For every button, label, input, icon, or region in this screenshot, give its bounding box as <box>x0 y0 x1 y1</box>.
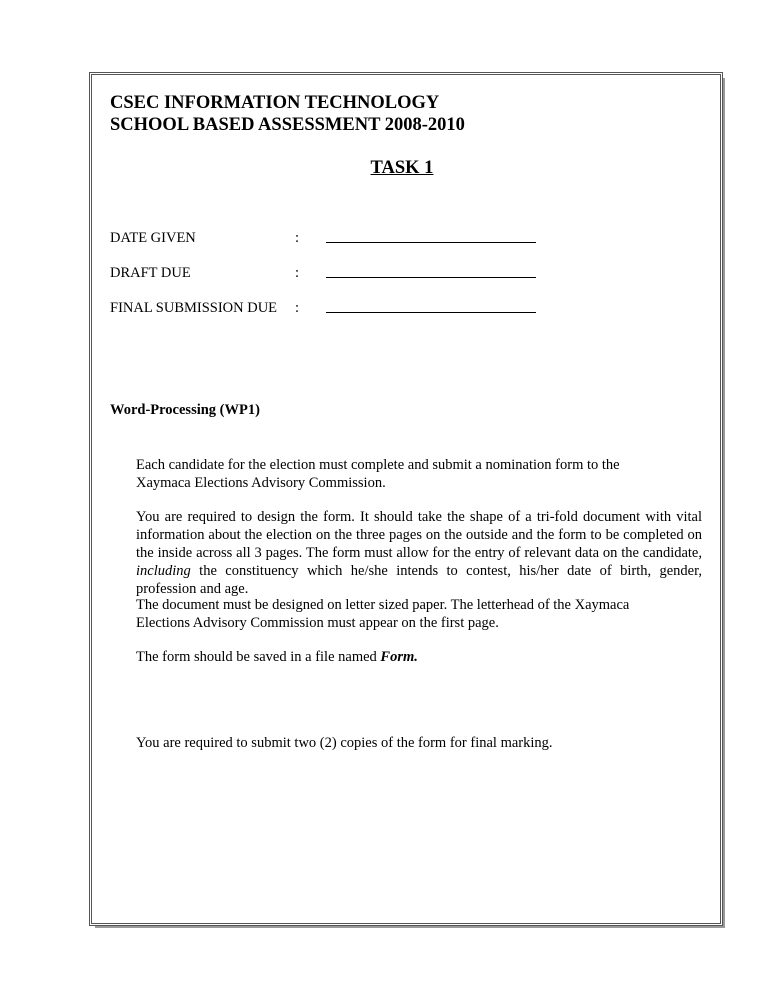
paragraph-3 <box>136 596 702 632</box>
paragraph-3-line-1: The document must be designed on letter sized paper. The letterhead of the Xaymaca <box>136 597 630 613</box>
field-blank-line <box>326 277 536 278</box>
field-label: DATE GIVEN <box>110 230 196 246</box>
paragraph-1-line-2: Xaymaca Elections Advisory Commission. <box>136 475 386 491</box>
field-blank-line <box>326 312 536 313</box>
field-separator: : <box>295 265 300 281</box>
paragraph-1-line-1: Each candidate for the election must complete and submit a nomination form to the <box>136 457 620 473</box>
paragraph-2 <box>136 508 702 598</box>
task-title: TASK 1 <box>370 158 434 178</box>
paragraph-4 <box>136 648 702 666</box>
paragraph-2-text-end: the constituency which he/she intends to contest, his/her date of birth, gender, profession and age. <box>136 563 702 597</box>
field-blank-line <box>326 242 536 243</box>
filename: Form. <box>380 649 418 665</box>
field-separator: : <box>295 230 300 246</box>
section-heading: Word-Processing (WP1) <box>110 402 260 418</box>
paragraph-2-emphasis: including <box>136 563 191 579</box>
paragraph-1 <box>136 456 702 492</box>
document-title-line-1: CSEC INFORMATION TECHNOLOGY <box>110 93 440 113</box>
paragraph-2-text-start: You are required to design the form. It should take the shape of a tri-fold document with vital information about the election on the three pages on the outside and the form to be completed on the inside across all 3 pages. The form must allow for the entry of relevant data on the candidate, <box>136 509 702 561</box>
document-title-line-2: SCHOOL BASED ASSESSMENT 2008-2010 <box>110 115 465 135</box>
field-separator: : <box>295 300 300 316</box>
paragraph-4-text: The form should be saved in a file named <box>136 649 381 665</box>
page-border <box>89 72 723 926</box>
paragraph-3-line-2: Elections Advisory Commission must appear on the first page. <box>136 615 499 631</box>
field-label: DRAFT DUE <box>110 265 191 281</box>
field-label: FINAL SUBMISSION DUE <box>110 300 278 316</box>
paragraph-5: You are required to submit two (2) copies of the form for final marking. <box>136 735 553 751</box>
